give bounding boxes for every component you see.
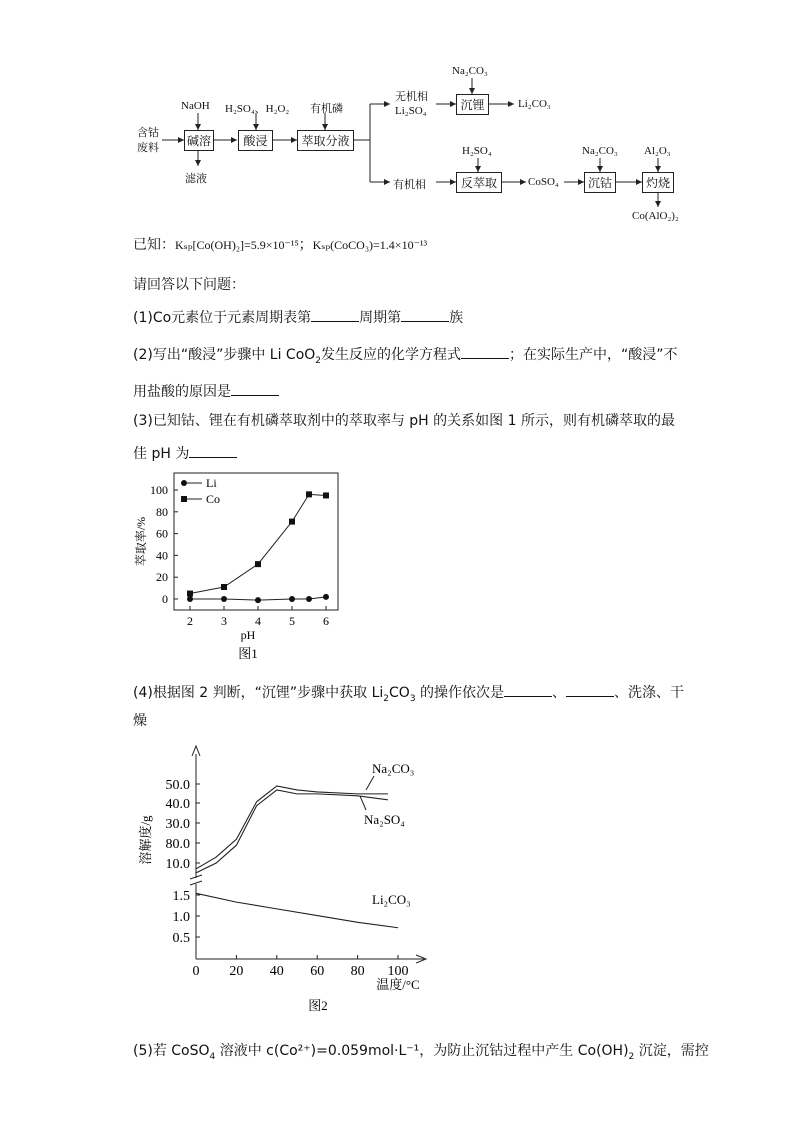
data-point-co: [221, 584, 227, 590]
alkali-dissolve-step: 碱溶: [184, 130, 214, 151]
data-point-li: [323, 594, 329, 600]
x-tick-label: 60: [310, 964, 325, 979]
product-output: Co(AlO₂)₂: [632, 210, 679, 222]
x-axis-label: 温度/°C: [376, 977, 420, 992]
filtrate-output: 滤液: [185, 172, 207, 185]
q2-text-b: 发生反应的化学方程式: [321, 347, 462, 363]
q3-text-b: 佳 pH 为: [133, 446, 190, 462]
li2so4-text: Li₂SO₄: [395, 105, 427, 117]
figure-2-chart: [130, 740, 440, 1020]
calcination-step: 灼烧: [642, 172, 674, 193]
q2-subscript: 2: [315, 355, 322, 366]
q4-subscript: 2: [383, 693, 390, 704]
q5-text-a: (5)若 CoSO: [133, 1043, 210, 1059]
y-tick-label-lower: 1.5: [172, 889, 190, 904]
q1-text-b: 周期第: [359, 310, 402, 326]
y-tick-label-lower: 1.0: [172, 910, 190, 925]
y-tick-label-upper: 30.0: [165, 817, 190, 832]
inorganic-phase-text: 无机相: [395, 90, 428, 103]
q2-text-a: (2)写出“酸浸”步骤中 Li CoO: [133, 347, 316, 363]
x-tick-label: 3: [221, 614, 227, 628]
known-separator: ；: [298, 237, 313, 253]
q1-text-a: (1)Co元素位于元素周期表第: [133, 310, 312, 326]
known-constants: [133, 238, 427, 252]
q1-blank-group: [401, 309, 449, 322]
question-2-cont: [133, 383, 279, 399]
y-tick-label: 40: [156, 548, 168, 563]
y-tick-label: 0: [162, 592, 168, 606]
q1-blank-period: [311, 309, 359, 322]
y-axis-label: 溶解度/g: [138, 815, 153, 865]
raw-material-line2: 废料: [137, 142, 159, 154]
leader-line-na2so4: [360, 796, 366, 810]
legend-label-co: Co: [206, 492, 221, 506]
x-tick-label: 100: [387, 964, 409, 979]
y-tick-label-upper: 40.0: [165, 797, 190, 812]
intro-text: 请回答以下问题：: [133, 277, 245, 293]
data-point-li: [289, 596, 295, 602]
figure-1-caption: 图1: [238, 646, 258, 661]
h2so4-reagent: H₂SO₄: [462, 145, 492, 157]
y-tick-label: 80: [156, 504, 168, 519]
y-tick-label: 100: [150, 483, 168, 497]
question-2: [133, 346, 678, 366]
question-4-cont: 燥: [133, 713, 147, 729]
organic-phase-label: 有机相: [393, 178, 426, 191]
q4-text-c: 的操作依次是: [415, 685, 505, 701]
inorganic-phase-label: [395, 90, 428, 118]
series-label-na2co3: Na₂CO₃: [372, 761, 415, 776]
na2co3-bottom-reagent: Na₂CO₃: [582, 145, 618, 157]
coso4-output: CoSO₄: [528, 176, 559, 188]
x-tick-label: 40: [269, 964, 284, 979]
leader-line-na2co3: [366, 776, 374, 790]
series-line-2: [196, 893, 398, 927]
al2o3-reagent: Al₂O₃: [644, 145, 671, 157]
q4-text-e: 、洗涤、干: [614, 685, 685, 701]
na2co3-top-reagent: Na₂CO₃: [452, 65, 488, 77]
series-label-na2so4: Na₂SO₄: [364, 812, 405, 827]
figure-1-chart: [130, 465, 360, 670]
q3-blank-ph: [189, 445, 237, 458]
data-point-co: [323, 492, 329, 498]
x-tick-label: 6: [323, 614, 329, 628]
data-point-co: [187, 591, 193, 597]
naoh-reagent: NaOH: [181, 100, 210, 112]
x-tick-label: 80: [350, 964, 365, 979]
series-line-co: [190, 494, 326, 593]
q5-text-c: 沉淀，需控: [634, 1043, 709, 1059]
y-tick-label-upper: 80.0: [165, 837, 190, 852]
x-tick-label: 2: [187, 614, 193, 628]
series-line-1: [196, 790, 388, 873]
legend-marker-co: [181, 496, 187, 502]
y-tick-label: 60: [156, 526, 168, 541]
ksp-coco3: Kₛₚ(CoCO₃)=1.4×10⁻¹³: [312, 238, 428, 252]
legend-marker-li: [181, 480, 187, 486]
raw-material-label: [137, 126, 159, 156]
plot-frame: [174, 473, 338, 610]
extraction-step: 萃取分液: [297, 130, 354, 151]
y-tick-label-lower: 0.5: [172, 931, 190, 946]
q1-text-c: 族: [449, 310, 464, 326]
x-tick-label: 0: [192, 964, 200, 979]
q4-blank-2: [566, 684, 614, 697]
raw-material-line1: 含钴: [137, 127, 159, 139]
x-tick-label: 5: [289, 614, 295, 628]
series-label-li2co3: Li₂CO₃: [372, 892, 411, 907]
data-point-li: [255, 597, 261, 603]
x-axis-label: pH: [240, 628, 256, 642]
q5-text-b: 溶液中 c(Co²⁺)=0.059mol·L⁻¹，为防止沉钴过程中产生 Co(OH): [215, 1043, 629, 1059]
ksp-cooh2: Kₛₚ[Co(OH)₂]=5.9×10⁻¹⁵: [175, 238, 299, 252]
q4-subscript-2: 3: [409, 693, 416, 704]
question-1: [133, 309, 463, 325]
back-extraction-step: 反萃取: [456, 172, 502, 193]
acid-leach-step: 酸浸: [238, 130, 273, 151]
lithium-precip-step: 沉锂: [456, 94, 489, 115]
y-tick-label-upper: 10.0: [165, 857, 190, 872]
series-line-0: [196, 786, 388, 869]
li2co3-output: Li₂CO₃: [518, 98, 551, 110]
y-tick-label-upper: 50.0: [165, 778, 190, 793]
x-tick-label: 4: [255, 614, 261, 628]
x-tick-label: 20: [229, 964, 244, 979]
data-point-li: [187, 596, 193, 602]
acid-leach-reagent: H₂SO₄、H₂O₂: [225, 103, 290, 115]
organic-p-reagent: 有机磷: [310, 102, 343, 115]
q4-text-b: CO: [389, 685, 410, 701]
question-3-cont: [133, 445, 237, 461]
q4-blank-1: [504, 684, 552, 697]
question-3: (3)已知钴、锂在有机磷萃取剂中的萃取率与 pH 的关系如图 1 所示，则有机磷萃取的最: [133, 413, 675, 429]
q5-subscript: 4: [209, 1051, 216, 1062]
data-point-co: [306, 491, 312, 497]
legend-label-li: Li: [206, 476, 217, 490]
question-4: [133, 684, 684, 704]
question-5: [133, 1044, 709, 1062]
data-point-co: [289, 519, 295, 525]
q5-subscript-2: 2: [628, 1051, 635, 1062]
y-tick-label: 20: [156, 570, 168, 585]
cobalt-precip-step: 沉钴: [584, 172, 616, 193]
known-prefix: 已知：: [133, 237, 175, 253]
q4-text-a: (4)根据图 2 判断，“沉锂”步骤中获取 Li: [133, 685, 384, 701]
q2-text-c: ；在实际生产中，“酸浸”不: [509, 347, 678, 363]
q4-text-d: 、: [552, 685, 567, 701]
y-axis-label: 萃取率/%: [134, 516, 148, 567]
figure-2-caption: 图2: [308, 998, 328, 1013]
q2-blank-reason: [231, 383, 279, 396]
q2-blank-equation: [461, 346, 509, 359]
data-point-li: [306, 596, 312, 602]
q2-text-d: 用盐酸的原因是: [133, 384, 231, 400]
data-point-li: [221, 596, 227, 602]
data-point-co: [255, 561, 261, 567]
